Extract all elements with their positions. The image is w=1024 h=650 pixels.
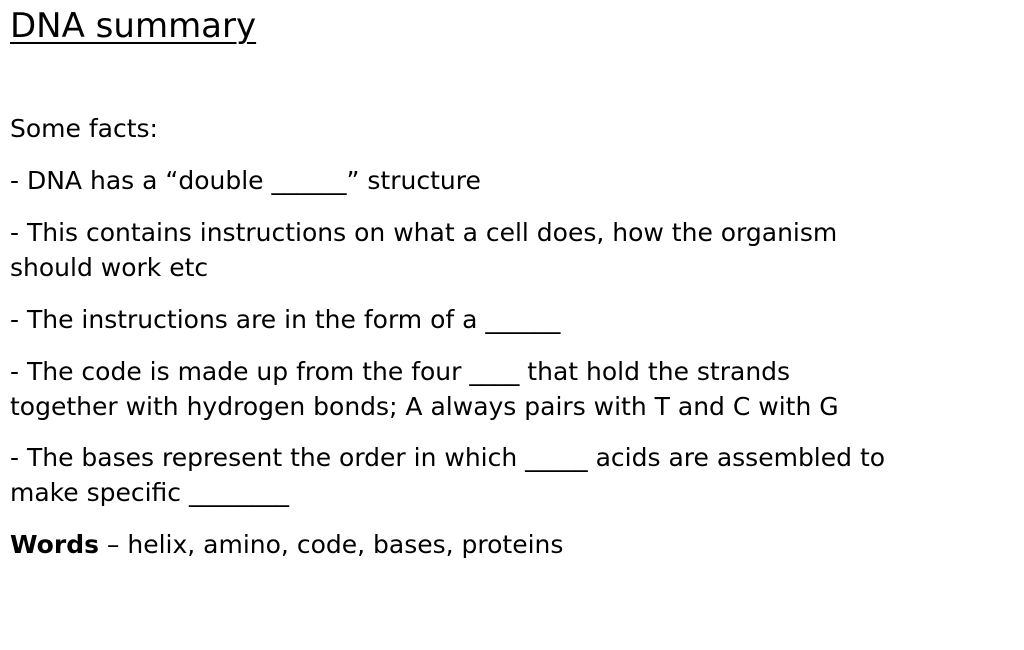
fact-text-line-1: - This contains instructions on what a cell does, how the organism — [10, 218, 838, 247]
facts-heading: Some facts: — [10, 114, 158, 143]
word-bank-label: Words — [10, 530, 99, 559]
fact-text-line-1: - The bases represent the order in which _____ acids are assembled to — [10, 443, 886, 472]
word-bank — [10, 527, 1010, 562]
fact-bases — [10, 354, 1010, 424]
fact-amino-acids — [10, 440, 1010, 510]
fact-text-line-2: should work etc — [10, 253, 209, 282]
fact-text-line-1: - The code is made up from the four ____ that hold the strands — [10, 357, 791, 386]
fact-instructions — [10, 215, 1010, 285]
fact-code-form — [10, 302, 1010, 337]
fact-text-line-2: make specific ________ — [10, 478, 289, 507]
fact-text: - DNA has a “double ______” structure — [10, 166, 481, 195]
fact-text: - The instructions are in the form of a ______ — [10, 305, 561, 334]
fact-text-line-2: together with hydrogen bonds; A always pairs with T and C with G — [10, 392, 839, 421]
fact-double-helix — [10, 163, 1010, 198]
word-bank-list: – helix, amino, code, bases, proteins — [98, 530, 564, 559]
page-title: DNA summary — [10, 6, 257, 46]
